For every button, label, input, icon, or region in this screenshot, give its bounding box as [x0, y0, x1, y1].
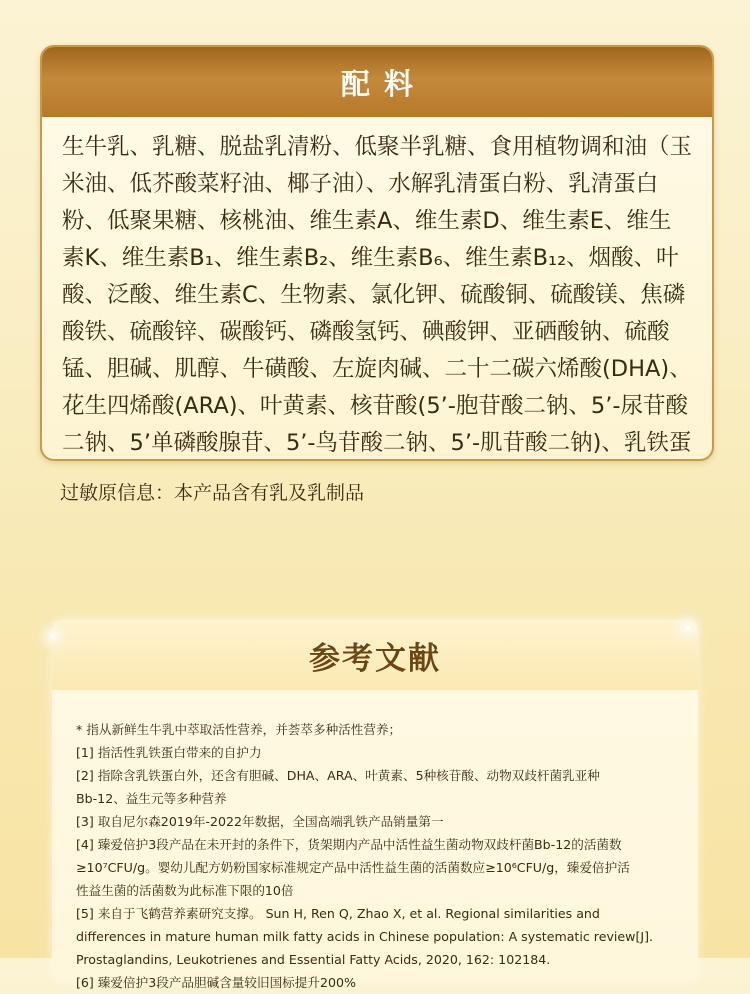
reference-line: [4] 臻爱倍护3段产品在未开封的条件下，货架期内产品中活性益生菌动物双歧杆菌Bb-12的活菌数 [76, 837, 622, 852]
reference-line: Prostaglandins, Leukotrienes and Essential Fatty Acids, 2020, 162: 102184. [76, 952, 551, 967]
reference-line: [5] 来自于飞鹤营养素研究支撑。 Sun H, Ren Q, Zhao X, et al. Regional similarities and [76, 906, 600, 921]
reference-line: [3] 取自尼尔森2019年-2022年数据，全国高端乳铁产品销量第一 [76, 814, 444, 829]
ingredients-header [42, 47, 712, 117]
ingredients-text: 生牛乳、乳糖、脱盐乳清粉、低聚半乳糖、食用植物调和油（玉米油、低芥酸菜籽油、椰子油）、水解乳清蛋白粉、乳清蛋白粉、低聚果糖、核桃油、维生素A、维生素D、维生素E、维生素K、维生素B₁、维生素B₂、维生素B₆、维生素B₁₂、烟酸、叶酸、泛酸、维生素C、生物素、氯化钾、硫酸铜、硫酸镁、焦磷酸铁、硫酸锌、碳酸钙、磷酸氢钙、碘酸钾、亚硒酸钠、硫酸锰、胆碱、肌醇、牛磺酸、左旋肉碱、二十二碳六烯酸(DHA)、花生四烯酸(ARA)、叶黄素、核苷酸(5’-胞苷酸二钠、5’-尿苷酸二钠、5’单磷酸腺苷、5’-鸟苷酸二钠、5’-肌苷酸二钠)、乳铁蛋 [62, 134, 693, 456]
sparkle-decoration [50, 634, 54, 638]
references-header [52, 620, 698, 690]
reference-line: Bb-12、益生元等多种营养 [76, 791, 227, 806]
references-title: 参考文献 [309, 640, 441, 677]
reference-line: differences in mature human milk fatty acids in Chinese population: A systematic review[J]. [76, 929, 653, 944]
reference-line: ≥10⁷CFU/g。婴幼儿配方奶粉国家标准规定产品中活性益生菌的活菌数应≥10⁶CFU/g，臻爱倍护活 [76, 860, 630, 875]
references-card [52, 620, 698, 990]
references-list [76, 718, 680, 994]
ingredients-title: 配料 [340, 66, 427, 101]
reference-line: * 指从新鲜生牛乳中萃取活性营养，并荟萃多种活性营养； [76, 722, 402, 737]
reference-line: [6] 臻爱倍护3段产品胆碱含量较旧国标提升200% [76, 975, 356, 990]
reference-line: [1] 指活性乳铁蛋白带来的自护力 [76, 745, 262, 760]
allergen-info: 过敏原信息：本产品含有乳及乳制品 [60, 482, 365, 504]
reference-line: 性益生菌的活菌数为此标准下限的10倍 [76, 883, 294, 898]
reference-line: [2] 指除含乳铁蛋白外，还含有胆碱、DHA、ARA、叶黄素、5种核苷酸、动物双歧杆菌乳亚种 [76, 768, 600, 783]
sparkle-decoration [686, 626, 690, 630]
ingredients-card [40, 45, 714, 461]
